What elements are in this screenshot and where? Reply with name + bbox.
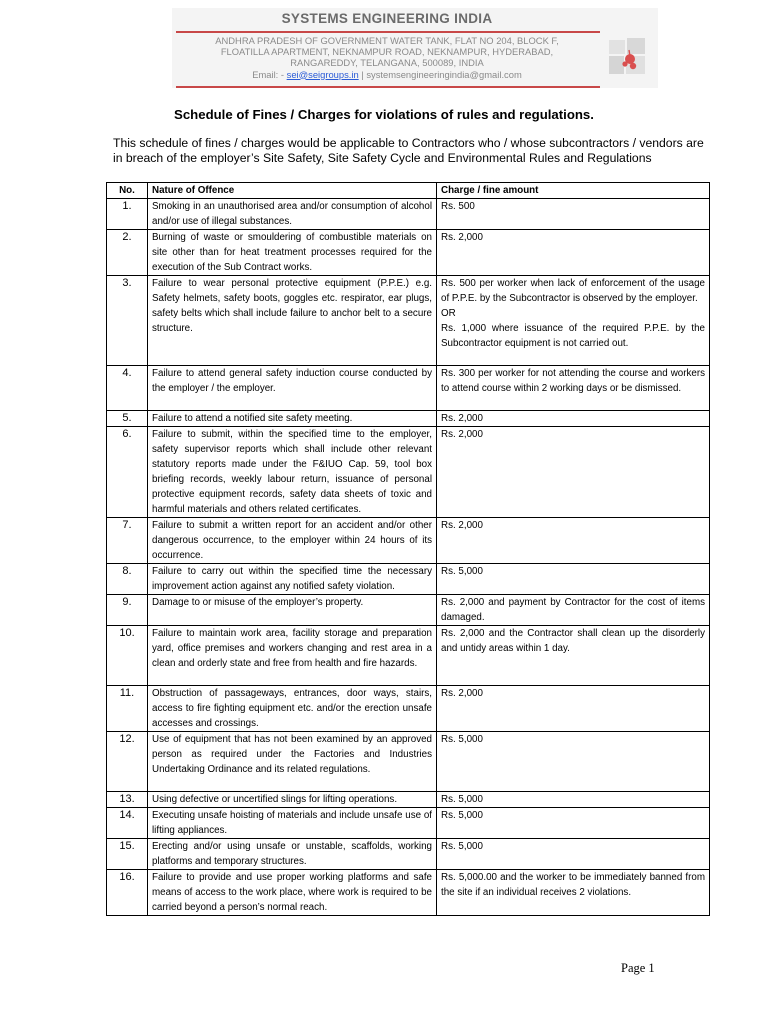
table-row <box>107 686 710 732</box>
charge-cell: Rs. 2,000 and payment by Contractor for the cost of items damaged. <box>437 595 710 626</box>
company-address <box>172 35 602 80</box>
table-row <box>107 199 710 230</box>
offence-cell: Failure to carry out within the specified time the necessary improvement action against any notified safety violation. <box>148 564 437 595</box>
offence-cell: Using defective or uncertified slings for lifting operations. <box>148 792 437 808</box>
address-line: ANDHRA PRADESH OF GOVERNMENT WATER TANK, FLAT NO 204, BLOCK F, <box>215 35 559 46</box>
intro-paragraph: This schedule of fines / charges would be applicable to Contractors who / whose subcontractors / vendors are in breach of the employer’s Site Safety, Site Safety Cycle and Environmental Rules and Regulations <box>113 136 704 165</box>
fines-table <box>106 182 710 916</box>
offence-cell: Obstruction of passageways, entrances, door ways, stairs, access to fire fighting equipment etc. and/or the erection unsafe accesses and crossings. <box>148 686 437 732</box>
table-row <box>107 595 710 626</box>
table-row <box>107 870 710 916</box>
letterhead-rule-top <box>176 31 600 33</box>
charge-cell: Rs. 500 <box>437 199 710 230</box>
row-number: 16. <box>107 870 148 916</box>
offence-cell: Burning of waste or smouldering of combustible materials on site other than for heat treatment processes required for the execution of the Sub Contract works. <box>148 230 437 276</box>
offence-cell: Executing unsafe hoisting of materials and include unsafe use of lifting appliances. <box>148 808 437 839</box>
charge-cell: Rs. 300 per worker for not attending the course and workers to attend course within 2 working days or be dismissed. <box>437 366 710 411</box>
offence-cell: Failure to submit a written report for an accident and/or other dangerous occurrence, to the employer within 24 hours of its occurrence. <box>148 518 437 564</box>
offence-cell: Erecting and/or using unsafe or unstable, scaffolds, working platforms and temporary structures. <box>148 839 437 870</box>
offence-cell: Damage to or misuse of the employer’s property. <box>148 595 437 626</box>
row-number: 14. <box>107 808 148 839</box>
offence-cell: Failure to maintain work area, facility storage and preparation yard, office premises and workers changing and rest area in a clean and orderly state and free from health and fire hazards. <box>148 626 437 686</box>
offence-cell: Failure to attend general safety induction course conducted by the employer / the employer. <box>148 366 437 411</box>
letterhead-rule-bottom <box>176 86 600 88</box>
table-row <box>107 839 710 870</box>
table-row <box>107 276 710 366</box>
address-line: RANGAREDDY, TELANGANA, 500089, INDIA <box>290 57 484 69</box>
table-row <box>107 230 710 276</box>
charge-cell: Rs. 2,000 <box>437 411 710 427</box>
email-line <box>172 69 602 80</box>
header-offence: Nature of Offence <box>148 183 437 199</box>
email-label: Email: - <box>252 68 285 80</box>
company-name: SYSTEMS ENGINEERING INDIA <box>281 11 493 26</box>
row-number: 11. <box>107 686 148 732</box>
header-no: No. <box>107 183 148 199</box>
address-line: FLOATILLA APARTMENT, NEKNAMPUR ROAD, NEKNAMPUR, HYDERABAD, <box>220 46 554 58</box>
row-number: 2. <box>107 230 148 276</box>
offence-cell: Use of equipment that has not been examined by an approved person as required under the Factories and Industries Undertaking Ordinance and its related regulations. <box>148 732 437 792</box>
row-number: 8. <box>107 564 148 595</box>
row-number: 10. <box>107 626 148 686</box>
table-row <box>107 626 710 686</box>
offence-cell: Failure to submit, within the specified time to the employer, safety supervisor reports which shall include other relevant statutory reports made under the F&IUO Cap. 59, tool box briefing records, weekly labour return, issuance of personal protective equipment records, safety data sheets of toxic and harmful materials and others related certificates. <box>148 427 437 518</box>
offence-cell: Failure to attend a notified site safety meeting. <box>148 411 437 427</box>
page-number: Page 1 <box>621 961 655 975</box>
row-number: 7. <box>107 518 148 564</box>
row-number: 13. <box>107 792 148 808</box>
charge-cell: Rs. 5,000 <box>437 732 710 792</box>
email-link-primary[interactable]: sei@seigroups.in <box>286 68 359 80</box>
email-secondary: | systemsengineeringindia@gmail.com <box>361 68 522 80</box>
charge-cell: Rs. 500 per worker when lack of enforcement of the usage of P.P.E. by the Subcontractor is observed by the employer. OR Rs. 1,000 where issuance of the required P.P.E. by the Subcontractor equipment is not carried out. <box>437 276 710 366</box>
charge-cell: Rs. 2,000 and the Contractor shall clean up the disorderly and untidy areas within 1 day. <box>437 626 710 686</box>
charge-cell: Rs. 2,000 <box>437 686 710 732</box>
row-number: 9. <box>107 595 148 626</box>
company-logo-icon <box>606 36 650 80</box>
row-number: 15. <box>107 839 148 870</box>
offence-cell: Failure to provide and use proper working platforms and safe means of access to the work place, where work is required to be carried beyond a person’s normal reach. <box>148 870 437 916</box>
fines-table-body <box>107 199 710 916</box>
table-row <box>107 564 710 595</box>
table-row <box>107 411 710 427</box>
table-row <box>107 518 710 564</box>
charge-cell: Rs. 5,000 <box>437 564 710 595</box>
table-row <box>107 808 710 839</box>
table-row <box>107 366 710 411</box>
offence-cell: Smoking in an unauthorised area and/or consumption of alcohol and/or use of illegal substances. <box>148 199 437 230</box>
row-number: 4. <box>107 366 148 411</box>
table-row <box>107 792 710 808</box>
document-title: Schedule of Fines / Charges for violations of rules and regulations. <box>174 107 594 122</box>
offence-cell: Failure to wear personal protective equipment (P.P.E.) e.g. Safety helmets, safety boots, goggles etc. respirator, ear plugs, safety belts which shall include failure to anchor belt to a secure structure. <box>148 276 437 366</box>
row-number: 12. <box>107 732 148 792</box>
row-number: 5. <box>107 411 148 427</box>
charge-cell: Rs. 5,000 <box>437 792 710 808</box>
table-header-row <box>107 183 710 199</box>
charge-cell: Rs. 2,000 <box>437 518 710 564</box>
charge-cell: Rs. 2,000 <box>437 230 710 276</box>
charge-cell: Rs. 5,000.00 and the worker to be immediately banned from the site if an individual receives 2 violations. <box>437 870 710 916</box>
table-row <box>107 427 710 518</box>
row-number: 1. <box>107 199 148 230</box>
row-number: 6. <box>107 427 148 518</box>
charge-cell: Rs. 2,000 <box>437 427 710 518</box>
row-number: 3. <box>107 276 148 366</box>
table-row <box>107 732 710 792</box>
header-charge: Charge / fine amount <box>437 183 710 199</box>
charge-cell: Rs. 5,000 <box>437 839 710 870</box>
charge-cell: Rs. 5,000 <box>437 808 710 839</box>
